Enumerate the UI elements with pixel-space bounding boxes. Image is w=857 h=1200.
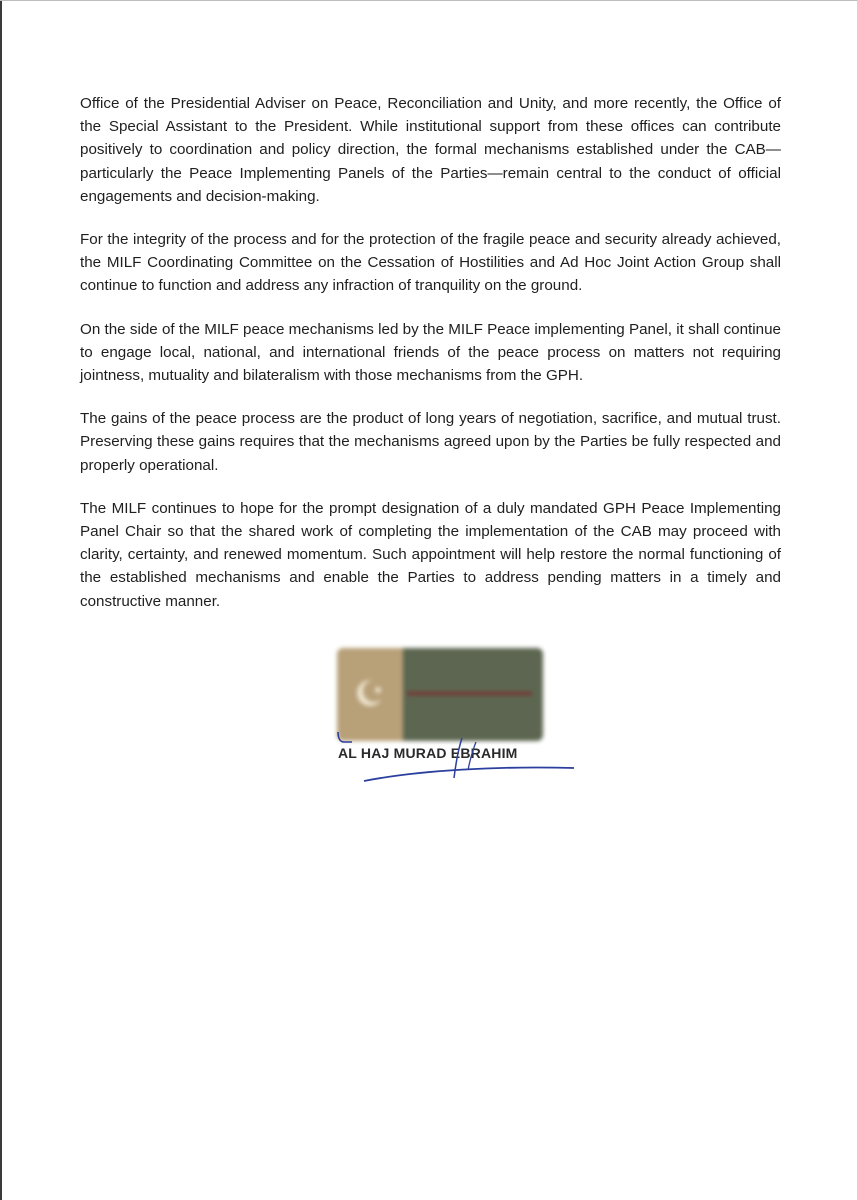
paragraph-3: On the side of the MILF peace mechanisms led by the MILF Peace implementing Panel, it shall continue to engage local, national, and international friends of the peace process on matters not requiring jointness, mutuality and bilateralism with those mechanisms from the GPH. — [80, 320, 781, 385]
page-left-edge — [0, 0, 2, 1200]
page-top-edge — [0, 0, 857, 1]
paragraph-1: Office of the Presidential Adviser on Peace, Reconciliation and Unity, and more recently, the Office of the Special Assistant to the President. While institutional support from these offices can contribute positively to coordination and policy direction, the formal mechanisms established under the CAB—particularly the Peace Implementing Panels of the Parties—remain central to the conduct of official engagements and decision-making. — [80, 95, 781, 205]
seal-stripe — [407, 692, 532, 695]
paragraph-2: For the integrity of the process and for the protection of the fragile peace and security already achieved, the MILF Coordinating Committee on the Cessation of Hostilities and Ad Hoc Joint Action Group shall continue to function and address any infraction of tranquility on the ground. — [80, 231, 781, 295]
paragraph-4: The gains of the peace process are the product of long years of negotiation, sacrifice, and mutual trust. Preserving these gains requires that the mechanisms agreed upon by the Parties be fully respected and properly operational. — [80, 410, 781, 474]
signatory-name: AL HAJ MURAD EBRAHIM — [338, 745, 518, 761]
letter-body — [80, 92, 781, 633]
paragraph-5: The MILF continues to hope for the prompt designation of a duly mandated GPH Peace Implementing Panel Chair so that the shared work of completing the implementation of the CAB may proceed with clarity, certainty, and renewed momentum. Such appointment will help restore the normal functioning of the established mechanisms and enable the Parties to address pending matters in a timely and constructive manner. — [80, 499, 781, 610]
crescent-icon — [353, 676, 387, 710]
handwritten-signature-icon — [330, 726, 590, 806]
